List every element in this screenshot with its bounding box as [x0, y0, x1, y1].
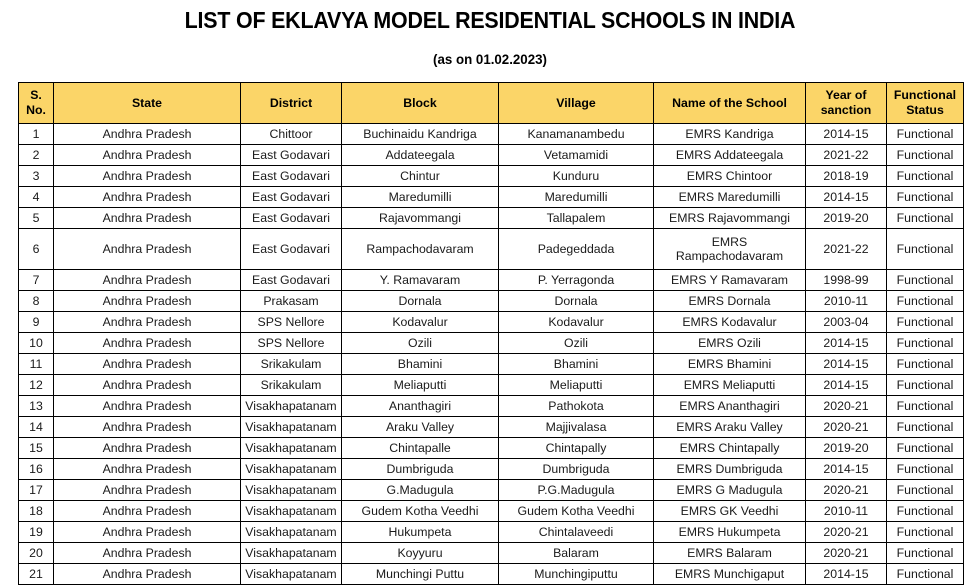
cell-district: Visakhapatanam	[241, 396, 342, 417]
cell-block: Meliaputti	[342, 375, 499, 396]
cell-school: EMRS Ozili	[654, 333, 806, 354]
cell-village: Pathokota	[499, 396, 654, 417]
cell-district: East Godavari	[241, 187, 342, 208]
cell-state: Andhra Pradesh	[54, 375, 241, 396]
table-row	[19, 229, 964, 270]
table-row	[19, 501, 964, 522]
cell-state: Andhra Pradesh	[54, 501, 241, 522]
cell-village: Chintalaveedi	[499, 522, 654, 543]
cell-district: Chittoor	[241, 124, 342, 145]
cell-village: Meliaputti	[499, 375, 654, 396]
cell-sno: 15	[19, 438, 54, 459]
cell-sno: 6	[19, 229, 54, 270]
cell-village: Kodavalur	[499, 312, 654, 333]
column-header-serial-number	[19, 83, 54, 124]
cell-state: Andhra Pradesh	[54, 480, 241, 501]
cell-school: EMRS Ananthagiri	[654, 396, 806, 417]
cell-year: 2021-22	[806, 145, 887, 166]
cell-status: Functional	[887, 187, 964, 208]
cell-status: Functional	[887, 396, 964, 417]
cell-school: EMRS Araku Valley	[654, 417, 806, 438]
cell-school: EMRS Rampachodavaram	[654, 229, 806, 270]
cell-state: Andhra Pradesh	[54, 166, 241, 187]
cell-village: Ozili	[499, 333, 654, 354]
cell-district: East Godavari	[241, 229, 342, 270]
cell-district: Visakhapatanam	[241, 522, 342, 543]
cell-block: Chintur	[342, 166, 499, 187]
column-header-district: District	[241, 83, 342, 124]
cell-status: Functional	[887, 208, 964, 229]
cell-district: SPS Nellore	[241, 333, 342, 354]
cell-village: Kanamanambedu	[499, 124, 654, 145]
cell-school: EMRS Balaram	[654, 543, 806, 564]
cell-district: East Godavari	[241, 166, 342, 187]
cell-district: Visakhapatanam	[241, 480, 342, 501]
cell-block: G.Madugula	[342, 480, 499, 501]
cell-status: Functional	[887, 459, 964, 480]
column-header-year-of-sanction	[806, 83, 887, 124]
cell-status: Functional	[887, 291, 964, 312]
cell-village: P.G.Madugula	[499, 480, 654, 501]
cell-block: Y. Ramavaram	[342, 270, 499, 291]
cell-school: EMRS Kandriga	[654, 124, 806, 145]
cell-school: EMRS Dumbriguda	[654, 459, 806, 480]
cell-school: EMRS Munchigaput	[654, 564, 806, 585]
cell-year: 2010-11	[806, 291, 887, 312]
cell-year: 2014-15	[806, 375, 887, 396]
cell-school: EMRS Meliaputti	[654, 375, 806, 396]
cell-village: Bhamini	[499, 354, 654, 375]
cell-sno: 8	[19, 291, 54, 312]
cell-block: Rajavommangi	[342, 208, 499, 229]
cell-block: Hukumpeta	[342, 522, 499, 543]
table-row	[19, 124, 964, 145]
cell-village: Majjivalasa	[499, 417, 654, 438]
cell-block: Addateegala	[342, 145, 499, 166]
cell-village: Dornala	[499, 291, 654, 312]
cell-village: Tallapalem	[499, 208, 654, 229]
table-row	[19, 564, 964, 585]
table-row	[19, 270, 964, 291]
cell-status: Functional	[887, 522, 964, 543]
cell-school: EMRS Bhamini	[654, 354, 806, 375]
cell-state: Andhra Pradesh	[54, 270, 241, 291]
cell-block: Buchinaidu Kandriga	[342, 124, 499, 145]
cell-year: 2014-15	[806, 124, 887, 145]
cell-block: Bhamini	[342, 354, 499, 375]
cell-status: Functional	[887, 564, 964, 585]
page-title: LIST OF EKLAVYA MODEL RESIDENTIAL SCHOOLS IN INDIA	[184, 7, 796, 33]
cell-block: Gudem Kotha Veedhi	[342, 501, 499, 522]
cell-state: Andhra Pradesh	[54, 229, 241, 270]
table-row	[19, 187, 964, 208]
table-header-row	[19, 83, 964, 124]
cell-state: Andhra Pradesh	[54, 145, 241, 166]
cell-state: Andhra Pradesh	[54, 396, 241, 417]
cell-sno: 1	[19, 124, 54, 145]
cell-state: Andhra Pradesh	[54, 438, 241, 459]
cell-block: Chintapalle	[342, 438, 499, 459]
cell-state: Andhra Pradesh	[54, 208, 241, 229]
cell-state: Andhra Pradesh	[54, 522, 241, 543]
cell-district: Visakhapatanam	[241, 459, 342, 480]
column-header-state: State	[54, 83, 241, 124]
cell-state: Andhra Pradesh	[54, 543, 241, 564]
title-block	[0, 0, 980, 67]
cell-year: 2014-15	[806, 459, 887, 480]
cell-year: 2019-20	[806, 438, 887, 459]
cell-state: Andhra Pradesh	[54, 312, 241, 333]
cell-school: EMRS Maredumilli	[654, 187, 806, 208]
cell-status: Functional	[887, 270, 964, 291]
table-row	[19, 396, 964, 417]
cell-sno: 16	[19, 459, 54, 480]
cell-status: Functional	[887, 375, 964, 396]
cell-state: Andhra Pradesh	[54, 124, 241, 145]
cell-year: 2014-15	[806, 187, 887, 208]
schools-table	[18, 82, 964, 585]
cell-block: Ananthagiri	[342, 396, 499, 417]
table-row	[19, 166, 964, 187]
cell-status: Functional	[887, 145, 964, 166]
cell-year: 2020-21	[806, 417, 887, 438]
cell-school: EMRS Hukumpeta	[654, 522, 806, 543]
cell-district: Visakhapatanam	[241, 564, 342, 585]
cell-status: Functional	[887, 417, 964, 438]
table-row	[19, 543, 964, 564]
cell-village: Chintapally	[499, 438, 654, 459]
cell-sno: 3	[19, 166, 54, 187]
cell-district: Prakasam	[241, 291, 342, 312]
cell-year: 2021-22	[806, 229, 887, 270]
cell-status: Functional	[887, 229, 964, 270]
cell-year: 2020-21	[806, 480, 887, 501]
column-header-functional-status	[887, 83, 964, 124]
cell-village: Kunduru	[499, 166, 654, 187]
cell-sno: 14	[19, 417, 54, 438]
cell-village: Gudem Kotha Veedhi	[499, 501, 654, 522]
cell-school: EMRS Rajavommangi	[654, 208, 806, 229]
cell-village: Maredumilli	[499, 187, 654, 208]
cell-status: Functional	[887, 438, 964, 459]
cell-village: Dumbriguda	[499, 459, 654, 480]
cell-year: 2020-21	[806, 543, 887, 564]
cell-sno: 21	[19, 564, 54, 585]
cell-block: Maredumilli	[342, 187, 499, 208]
cell-status: Functional	[887, 124, 964, 145]
table-row	[19, 208, 964, 229]
cell-district: Visakhapatanam	[241, 438, 342, 459]
table-row	[19, 333, 964, 354]
cell-district: Srikakulam	[241, 354, 342, 375]
column-header-year-of-sanction-line2: sanction	[820, 103, 872, 117]
cell-year: 1998-99	[806, 270, 887, 291]
cell-block: Ozili	[342, 333, 499, 354]
cell-block: Kodavalur	[342, 312, 499, 333]
cell-district: Srikakulam	[241, 375, 342, 396]
column-header-school-name: Name of the School	[654, 83, 806, 124]
cell-status: Functional	[887, 480, 964, 501]
cell-year: 2014-15	[806, 564, 887, 585]
cell-village: Padegeddada	[499, 229, 654, 270]
cell-school: EMRS Addateegala	[654, 145, 806, 166]
cell-year: 2010-11	[806, 501, 887, 522]
table-row	[19, 354, 964, 375]
cell-sno: 18	[19, 501, 54, 522]
page-subtitle: (as on 01.02.2023)	[433, 51, 547, 67]
cell-block: Rampachodavaram	[342, 229, 499, 270]
cell-sno: 19	[19, 522, 54, 543]
cell-sno: 10	[19, 333, 54, 354]
cell-district: East Godavari	[241, 208, 342, 229]
cell-status: Functional	[887, 333, 964, 354]
cell-block: Araku Valley	[342, 417, 499, 438]
cell-school: EMRS Dornala	[654, 291, 806, 312]
cell-state: Andhra Pradesh	[54, 564, 241, 585]
cell-district: Visakhapatanam	[241, 417, 342, 438]
cell-sno: 9	[19, 312, 54, 333]
cell-year: 2003-04	[806, 312, 887, 333]
cell-year: 2014-15	[806, 333, 887, 354]
cell-sno: 4	[19, 187, 54, 208]
cell-school: EMRS GK Veedhi	[654, 501, 806, 522]
cell-village: Vetamamidi	[499, 145, 654, 166]
cell-sno: 11	[19, 354, 54, 375]
cell-year: 2018-19	[806, 166, 887, 187]
cell-status: Functional	[887, 166, 964, 187]
cell-state: Andhra Pradesh	[54, 291, 241, 312]
cell-school: EMRS Kodavalur	[654, 312, 806, 333]
cell-block: Koyyuru	[342, 543, 499, 564]
cell-block: Dumbriguda	[342, 459, 499, 480]
table-row	[19, 375, 964, 396]
cell-sno: 17	[19, 480, 54, 501]
table-row	[19, 522, 964, 543]
table-row	[19, 291, 964, 312]
cell-year: 2014-15	[806, 354, 887, 375]
cell-status: Functional	[887, 354, 964, 375]
cell-year: 2020-21	[806, 522, 887, 543]
cell-block: Munchingi Puttu	[342, 564, 499, 585]
table-row	[19, 459, 964, 480]
cell-block: Dornala	[342, 291, 499, 312]
table-row	[19, 145, 964, 166]
column-header-serial-number-line2: No.	[26, 103, 46, 117]
column-header-functional-status-line1: Functional	[893, 88, 957, 102]
cell-year: 2019-20	[806, 208, 887, 229]
cell-district: East Godavari	[241, 270, 342, 291]
cell-state: Andhra Pradesh	[54, 187, 241, 208]
cell-sno: 20	[19, 543, 54, 564]
table-header	[19, 83, 964, 124]
column-header-block: Block	[342, 83, 499, 124]
cell-district: Visakhapatanam	[241, 501, 342, 522]
cell-village: Munchingiputtu	[499, 564, 654, 585]
cell-district: Visakhapatanam	[241, 543, 342, 564]
schools-table-container	[18, 82, 963, 585]
table-body	[19, 124, 964, 585]
cell-village: P. Yerragonda	[499, 270, 654, 291]
cell-status: Functional	[887, 543, 964, 564]
cell-school: EMRS Chintapally	[654, 438, 806, 459]
table-row	[19, 438, 964, 459]
table-row	[19, 312, 964, 333]
cell-sno: 12	[19, 375, 54, 396]
cell-school: EMRS Y Ramavaram	[654, 270, 806, 291]
cell-sno: 5	[19, 208, 54, 229]
column-header-functional-status-line2: Status	[906, 103, 944, 117]
cell-state: Andhra Pradesh	[54, 417, 241, 438]
column-header-village: Village	[499, 83, 654, 124]
cell-sno: 7	[19, 270, 54, 291]
column-header-year-of-sanction-line1: Year of	[825, 88, 867, 102]
cell-state: Andhra Pradesh	[54, 354, 241, 375]
cell-district: SPS Nellore	[241, 312, 342, 333]
cell-state: Andhra Pradesh	[54, 333, 241, 354]
cell-sno: 2	[19, 145, 54, 166]
cell-status: Functional	[887, 312, 964, 333]
column-header-serial-number-line1: S.	[30, 88, 42, 102]
cell-state: Andhra Pradesh	[54, 459, 241, 480]
cell-status: Functional	[887, 501, 964, 522]
cell-sno: 13	[19, 396, 54, 417]
cell-school: EMRS Chintoor	[654, 166, 806, 187]
cell-year: 2020-21	[806, 396, 887, 417]
cell-village: Balaram	[499, 543, 654, 564]
cell-school: EMRS G Madugula	[654, 480, 806, 501]
cell-district: East Godavari	[241, 145, 342, 166]
table-row	[19, 417, 964, 438]
table-row	[19, 480, 964, 501]
